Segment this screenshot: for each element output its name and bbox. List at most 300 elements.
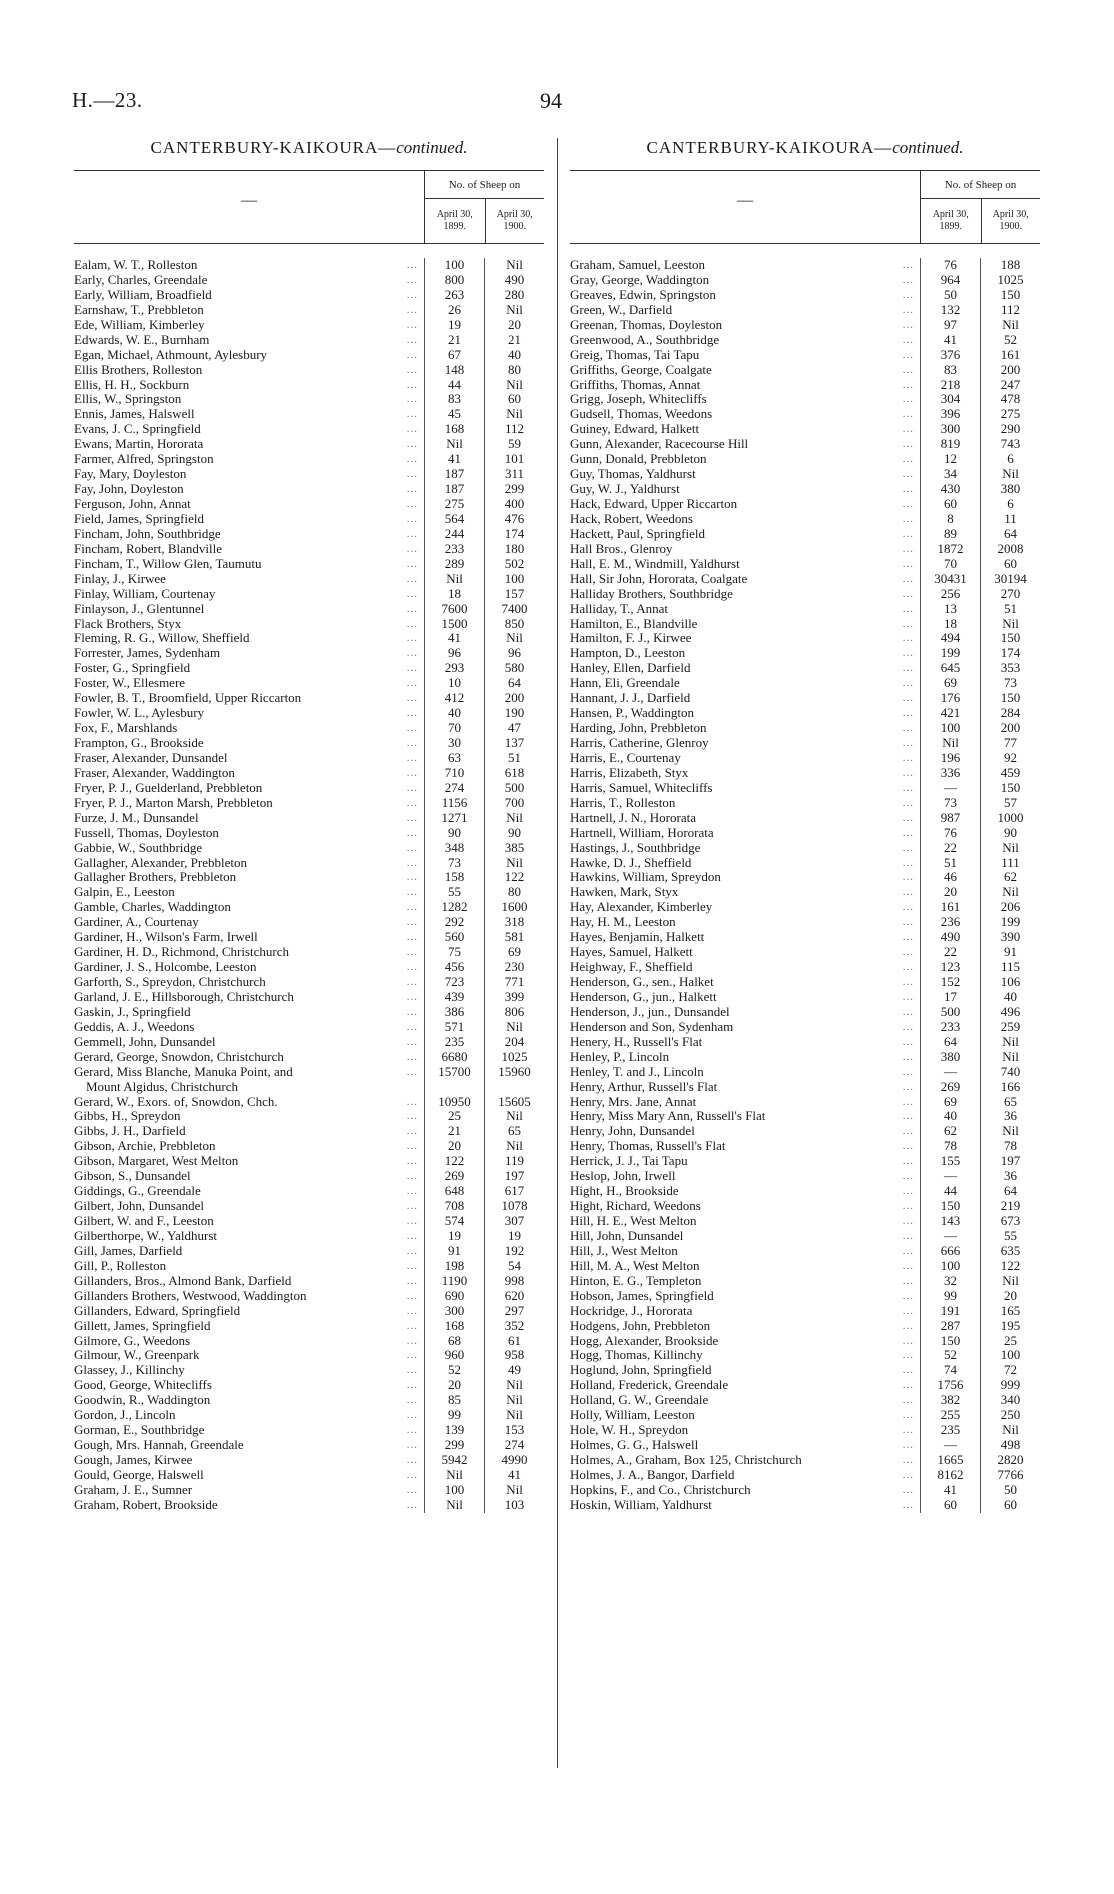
- sheep-1899: 269: [920, 1080, 980, 1095]
- sheep-1899: 708: [424, 1199, 484, 1214]
- owner-name: Ennis, James, Halswell ...: [74, 407, 418, 422]
- leader-dots: ...: [902, 1035, 914, 1048]
- sheep-1900: Nil: [484, 1408, 544, 1423]
- table-row: [74, 1214, 544, 1229]
- sheep-1900: 41: [484, 1468, 544, 1483]
- table-row: [74, 303, 544, 318]
- sheep-1900: 1600: [484, 900, 544, 915]
- table-row: [570, 945, 1040, 960]
- table-row: [74, 1319, 544, 1334]
- leader-dots: ...: [406, 1439, 418, 1452]
- table-row: [74, 572, 544, 587]
- table-row: [74, 826, 544, 841]
- table-row: [74, 1184, 544, 1199]
- table-row: [74, 452, 544, 467]
- sheep-1900: Nil: [980, 467, 1040, 482]
- sheep-1899: 571: [424, 1020, 484, 1035]
- table-row: [74, 273, 544, 288]
- owner-name: Fryer, P. J., Marton Marsh, Prebbleton ...: [74, 795, 418, 810]
- table-row: [74, 258, 544, 273]
- sheep-1899: 20: [424, 1139, 484, 1154]
- table-row: [570, 826, 1040, 841]
- name-column-header: —: [737, 192, 753, 209]
- table-row: [74, 796, 544, 811]
- owner-name: Hill, H. E., West Melton ...: [570, 1214, 914, 1228]
- owner-name: Ewans, Martin, Hororata ...: [74, 437, 418, 452]
- sheep-1900: Nil: [484, 1109, 544, 1124]
- sheep-1900: 318: [484, 915, 544, 930]
- table-row: [570, 467, 1040, 482]
- leader-dots: ...: [406, 1095, 418, 1108]
- sheep-1899: 376: [920, 348, 980, 363]
- owner-name: Graham, Robert, Brookside ...: [74, 1497, 418, 1512]
- table-row: [570, 288, 1040, 303]
- owner-name: Earnshaw, T., Prebbleton ...: [74, 302, 418, 317]
- sheep-1899: 292: [424, 915, 484, 930]
- leader-dots: ...: [406, 990, 418, 1003]
- sheep-1900: 400: [484, 497, 544, 512]
- table-row: [74, 990, 544, 1005]
- sheep-1899: 19: [424, 1229, 484, 1244]
- owner-name: Gibson, S., Dunsandel ...: [74, 1169, 418, 1184]
- owner-name: Henry, Thomas, Russell's Flat ...: [570, 1139, 914, 1154]
- leader-dots: ...: [406, 1215, 418, 1227]
- sheep-1899: 73: [920, 796, 980, 811]
- sheep-1899: 386: [424, 1005, 484, 1020]
- table-row: [74, 856, 544, 871]
- leader-dots: ...: [902, 1379, 914, 1392]
- owner-name: Hawkins, William, Spreydon ...: [570, 870, 914, 885]
- sheep-1900: Nil: [484, 856, 544, 871]
- leader-dots: ...: [406, 946, 418, 959]
- leader-dots: ...: [406, 1125, 418, 1138]
- title-text: CANTERBURY-KAIKOURA—: [646, 138, 893, 157]
- sheep-1899: 690: [424, 1289, 484, 1304]
- table-row: [74, 691, 544, 706]
- leader-dots: ...: [406, 1020, 418, 1033]
- sheep-1899: 187: [424, 482, 484, 497]
- owner-name: Gill, P., Rolleston ...: [74, 1258, 418, 1273]
- sheep-1899: 100: [920, 1259, 980, 1274]
- table-row: [570, 751, 1040, 766]
- table-row: [74, 751, 544, 766]
- owner-name: Foster, G., Springfield ...: [74, 661, 418, 676]
- sheep-1900: 80: [484, 363, 544, 378]
- sheep-1899: 176: [920, 691, 980, 706]
- sheep-1900: 459: [980, 766, 1040, 781]
- table-row: [570, 1393, 1040, 1408]
- sheep-1899: 62: [920, 1124, 980, 1139]
- leader-dots: ...: [902, 453, 914, 466]
- leader-dots: ...: [406, 916, 418, 929]
- table-row: [74, 706, 544, 721]
- table-row: [570, 378, 1040, 393]
- sheep-1899: 60: [920, 497, 980, 512]
- owner-name: Gibbs, J. H., Darfield ...: [74, 1124, 418, 1139]
- leader-dots: ...: [902, 423, 914, 436]
- leader-dots: ...: [902, 931, 914, 944]
- sheep-1899: 10950: [424, 1095, 484, 1110]
- sheep-1899: 150: [920, 1334, 980, 1349]
- sheep-1900: 112: [484, 422, 544, 437]
- leader-dots: ...: [406, 1035, 418, 1048]
- owner-name: Gillanders, Bros., Almond Bank, Darfield ...: [74, 1273, 418, 1288]
- sheep-1900: Nil: [980, 617, 1040, 632]
- owner-name: Forrester, James, Sydenham ...: [74, 646, 418, 661]
- table-row: [570, 348, 1040, 363]
- owner-name: Heighway, F., Sheffield ...: [570, 960, 914, 975]
- table-row: [570, 273, 1040, 288]
- leader-dots: ...: [902, 916, 914, 929]
- sheep-1899: 336: [920, 766, 980, 781]
- sheep-1899: 256: [920, 587, 980, 602]
- sheep-1900: 91: [980, 945, 1040, 960]
- owner-name: Fox, F., Marshlands ...: [74, 721, 418, 736]
- sheep-1900: 6: [980, 497, 1040, 512]
- owner-name: Hayes, Samuel, Halkett ...: [570, 945, 914, 960]
- sheep-1900: 2820: [980, 1453, 1040, 1468]
- owner-name: Glassey, J., Killinchy ...: [74, 1363, 418, 1378]
- sheep-1899: 21: [424, 1124, 484, 1139]
- table-row: [570, 1020, 1040, 1035]
- right-column: [570, 138, 1040, 1513]
- left-column: [74, 138, 544, 1513]
- sheep-1899: 187: [424, 467, 484, 482]
- table-row: [74, 467, 544, 482]
- sheep-1899: 198: [424, 1259, 484, 1274]
- sheep-1900: 166: [980, 1080, 1040, 1095]
- sheep-1899: —: [920, 781, 980, 796]
- leader-dots: ...: [406, 1498, 418, 1511]
- owner-name: Hawken, Mark, Styx ...: [570, 885, 914, 900]
- sheep-1900: 51: [980, 602, 1040, 617]
- owner-name: Hodgens, John, Prebbleton ...: [570, 1318, 914, 1333]
- sheep-1899: 161: [920, 900, 980, 915]
- sheep-1900: Nil: [980, 1124, 1040, 1139]
- sheep-1899: 123: [920, 960, 980, 975]
- sheep-1899: 100: [424, 1483, 484, 1498]
- sheep-1899: 8: [920, 512, 980, 527]
- sheep-1900: Nil: [484, 1020, 544, 1035]
- table-row: [570, 437, 1040, 452]
- table-row: [570, 1065, 1040, 1080]
- sheep-1899: 69: [920, 1095, 980, 1110]
- leader-dots: ...: [902, 662, 914, 675]
- table-row: [570, 811, 1040, 826]
- owner-name: Gaskin, J., Springfield ...: [74, 1004, 418, 1019]
- table-row: [570, 915, 1040, 930]
- sheep-1899: 560: [424, 930, 484, 945]
- owner-name: Gilbert, John, Dunsandel ...: [74, 1199, 418, 1214]
- sheep-1899: 960: [424, 1348, 484, 1363]
- leader-dots: ...: [902, 1334, 914, 1347]
- sheep-1900: 270: [980, 587, 1040, 602]
- sheep-1900: 399: [484, 990, 544, 1005]
- owner-name: Fraser, Alexander, Waddington ...: [74, 765, 418, 780]
- sheep-1900: Nil: [484, 1393, 544, 1408]
- leader-dots: ...: [902, 1200, 914, 1213]
- owner-name: Gemmell, John, Dunsandel ...: [74, 1034, 418, 1049]
- sheep-1899: 1756: [920, 1378, 980, 1393]
- owner-name: Fay, Mary, Doyleston ...: [74, 467, 418, 482]
- leader-dots: ...: [406, 1229, 418, 1242]
- sheep-1899: 648: [424, 1184, 484, 1199]
- table-row: [74, 1334, 544, 1349]
- leader-dots: ...: [902, 1229, 914, 1242]
- sheep-1899: 67: [424, 348, 484, 363]
- sheep-count-header: [424, 171, 544, 243]
- sheep-1899: 269: [424, 1169, 484, 1184]
- sheep-1899: 236: [920, 915, 980, 930]
- leader-dots: ...: [406, 288, 418, 301]
- table-row: [74, 975, 544, 990]
- sheep-1899: 20: [424, 1378, 484, 1393]
- leader-dots: ...: [902, 901, 914, 914]
- sheep-1900: 64: [980, 1184, 1040, 1199]
- leader-dots: ...: [902, 841, 914, 854]
- owner-name: Hinton, E. G., Templeton ...: [570, 1273, 914, 1288]
- owner-name: Ellis Brothers, Rolleston ...: [74, 362, 418, 377]
- table-row: [570, 960, 1040, 975]
- leader-dots: ...: [902, 1185, 914, 1198]
- sheep-1899: 300: [424, 1304, 484, 1319]
- sheep-1900: 195: [980, 1319, 1040, 1334]
- owner-name: Hayes, Benjamin, Halkett ...: [570, 930, 914, 945]
- sheep-1899: —: [920, 1169, 980, 1184]
- leader-dots: ...: [406, 1483, 418, 1496]
- leader-dots: ...: [902, 1110, 914, 1123]
- sheep-1899: 13: [920, 602, 980, 617]
- leader-dots: ...: [902, 1020, 914, 1033]
- leader-dots: ...: [902, 378, 914, 391]
- sheep-1899: 987: [920, 811, 980, 826]
- sheep-1899: 52: [424, 1363, 484, 1378]
- sheep-1900: 490: [484, 273, 544, 288]
- owner-name: Gibson, Archie, Prebbleton ...: [74, 1139, 418, 1154]
- table-row: [74, 348, 544, 363]
- sheep-1900: 219: [980, 1199, 1040, 1214]
- leader-dots: ...: [902, 1424, 914, 1437]
- sheep-1900: 353: [980, 661, 1040, 676]
- leader-dots: ...: [902, 438, 914, 451]
- leader-dots: ...: [902, 393, 914, 406]
- sheep-1899: 666: [920, 1244, 980, 1259]
- table-row: [570, 975, 1040, 990]
- owner-name: Ellis, W., Springston ...: [74, 392, 418, 407]
- sheep-1899: 148: [424, 363, 484, 378]
- owner-name: Gould, George, Halswell ...: [74, 1467, 418, 1482]
- table-row: [74, 378, 544, 393]
- table-row: [570, 661, 1040, 676]
- leader-dots: ...: [406, 378, 418, 391]
- table-row: [570, 1184, 1040, 1199]
- owner-name: Hill, J., West Melton ...: [570, 1243, 914, 1258]
- table-row: [74, 945, 544, 960]
- table-row: [570, 542, 1040, 557]
- owner-name: Gordon, J., Lincoln ...: [74, 1408, 418, 1423]
- table-row: [570, 333, 1040, 348]
- owner-name: Gallagher Brothers, Prebbleton ...: [74, 870, 418, 885]
- sheep-1899: 45: [424, 407, 484, 422]
- owner-name: Henry, Mrs. Jane, Annat ...: [570, 1094, 914, 1109]
- sheep-1899: 97: [920, 318, 980, 333]
- owner-name: Gardiner, H., Wilson's Farm, Irwell ...: [74, 930, 418, 945]
- leader-dots: ...: [406, 647, 418, 660]
- sheep-1900: 743: [980, 437, 1040, 452]
- owner-name: Gunn, Donald, Prebbleton ...: [570, 452, 914, 467]
- sheep-1899: 25: [424, 1109, 484, 1124]
- table-row: [74, 512, 544, 527]
- leader-dots: ...: [406, 901, 418, 914]
- sheep-1900: 206: [980, 900, 1040, 915]
- sheep-1899: —: [920, 1438, 980, 1453]
- sheep-1899: 75: [424, 945, 484, 960]
- table-row: [74, 811, 544, 826]
- sheep-1899: 41: [424, 631, 484, 646]
- leader-dots: ...: [902, 796, 914, 809]
- sheep-1899: 96: [424, 646, 484, 661]
- table-row: [570, 646, 1040, 661]
- sheep-1900: 620: [484, 1289, 544, 1304]
- leader-dots: ...: [902, 483, 914, 496]
- leader-dots: ...: [406, 303, 418, 316]
- leader-dots: ...: [406, 737, 418, 749]
- sheep-1900: 112: [980, 303, 1040, 318]
- table-row: [74, 870, 544, 885]
- sheep-1900: 61: [484, 1334, 544, 1349]
- owner-name: Griffiths, George, Coalgate ...: [570, 362, 914, 377]
- owner-name: Hack, Edward, Upper Riccarton ...: [570, 497, 914, 511]
- sheep-1899: 89: [920, 527, 980, 542]
- sheep-1900: 57: [980, 796, 1040, 811]
- sheep-1899: 5942: [424, 1453, 484, 1468]
- leader-dots: ...: [406, 662, 418, 675]
- sheep-1899: 143: [920, 1214, 980, 1229]
- sheep-1900: Nil: [484, 303, 544, 318]
- owner-name: Ellis, H. H., Sockburn ...: [74, 377, 418, 392]
- sheep-1899: 421: [920, 706, 980, 721]
- table-row: [74, 318, 544, 333]
- sheep-1899: 152: [920, 975, 980, 990]
- leader-dots: ...: [406, 557, 418, 570]
- sheep-1899: 490: [920, 930, 980, 945]
- leader-dots: ...: [902, 1483, 914, 1496]
- sheep-1899: 199: [920, 646, 980, 661]
- table-row: [74, 1020, 544, 1035]
- owner-name: Hogg, Alexander, Brookside ...: [570, 1333, 914, 1348]
- sheep-1899: 41: [920, 333, 980, 348]
- sheep-1900: 476: [484, 512, 544, 527]
- leader-dots: ...: [902, 1259, 914, 1272]
- sheep-1899: 235: [424, 1035, 484, 1050]
- table-row: [570, 1109, 1040, 1124]
- sheep-1899: 155: [920, 1154, 980, 1169]
- leader-dots: ...: [902, 871, 914, 884]
- table-row: [74, 482, 544, 497]
- owner-name: Henderson, J., jun., Dunsandel ...: [570, 1004, 914, 1019]
- leader-dots: ...: [902, 333, 914, 346]
- owner-name: Henry, Miss Mary Ann, Russell's Flat ...: [570, 1109, 914, 1124]
- leader-dots: ...: [406, 542, 418, 555]
- owner-name: Hall Bros., Glenroy ...: [570, 541, 914, 556]
- sheep-1899: 99: [424, 1408, 484, 1423]
- leader-dots: ...: [406, 318, 418, 331]
- owner-name: Gardiner, A., Courtenay ...: [74, 915, 418, 930]
- leader-dots: ...: [902, 722, 914, 735]
- owner-name: Harris, Samuel, Whitecliffs ...: [570, 780, 914, 795]
- table-row: [570, 1124, 1040, 1139]
- leader-dots: ...: [902, 1095, 914, 1108]
- sheep-1900: 59: [484, 437, 544, 452]
- table-row: [570, 452, 1040, 467]
- sheep-1899: 168: [424, 1319, 484, 1334]
- table-row: [570, 512, 1040, 527]
- table-row: [570, 870, 1040, 885]
- table-row: [570, 1005, 1040, 1020]
- sheep-1899: 723: [424, 975, 484, 990]
- sheep-1900: Nil: [980, 1274, 1040, 1289]
- name-column-header: —: [241, 192, 257, 209]
- leader-dots: ...: [902, 1244, 914, 1257]
- leader-dots: ...: [406, 468, 418, 481]
- table-row: [74, 900, 544, 915]
- sheep-1899: 1282: [424, 900, 484, 915]
- page-number: 94: [540, 88, 562, 113]
- leader-dots: ...: [406, 1244, 418, 1257]
- leader-dots: ...: [902, 781, 914, 794]
- leader-dots: ...: [902, 990, 914, 1003]
- sheep-1900: 60: [980, 1498, 1040, 1513]
- table-row: [74, 1348, 544, 1363]
- sheep-count-header: [920, 171, 1040, 243]
- owner-name: Gunn, Alexander, Racecourse Hill ...: [570, 437, 914, 452]
- leader-dots: ...: [902, 766, 914, 779]
- table-row: [570, 766, 1040, 781]
- sheep-1899: 12: [920, 452, 980, 467]
- sheep-1900: 478: [980, 392, 1040, 407]
- leader-dots: ...: [902, 1498, 914, 1511]
- table-row: [74, 333, 544, 348]
- owner-name: Gardiner, J. S., Holcombe, Leeston ...: [74, 960, 418, 975]
- sheep-1899: 30: [424, 736, 484, 751]
- table-row: [74, 631, 544, 646]
- table-row: [570, 1468, 1040, 1483]
- leader-dots: ...: [902, 692, 914, 705]
- column-divider: [557, 138, 558, 1768]
- owner-name: Halliday, T., Annat ...: [570, 601, 914, 616]
- table-row: [74, 1199, 544, 1214]
- table-header: [570, 170, 1040, 244]
- sheep-1900: 150: [980, 691, 1040, 706]
- table-row: [570, 1095, 1040, 1110]
- sheep-1899: 55: [424, 885, 484, 900]
- owner-name: Gudsell, Thomas, Weedons ...: [570, 407, 914, 422]
- owner-name: Fussell, Thomas, Doyleston ...: [74, 825, 418, 840]
- sheep-1899: 44: [920, 1184, 980, 1199]
- leader-dots: ...: [902, 1215, 914, 1227]
- leader-dots: ...: [902, 273, 914, 286]
- sheep-1900: 25: [980, 1334, 1040, 1349]
- sheep-1900: 1000: [980, 811, 1040, 826]
- sheep-1900: 20: [484, 318, 544, 333]
- sheep-1900: 21: [484, 333, 544, 348]
- table-row: [570, 1080, 1040, 1095]
- owner-name: Heslop, John, Irwell ...: [570, 1169, 914, 1184]
- owner-name: Hawke, D. J., Sheffield ...: [570, 855, 914, 870]
- leader-dots: ...: [406, 1364, 418, 1377]
- sheep-1899: 10: [424, 676, 484, 691]
- leader-dots: ...: [406, 408, 418, 421]
